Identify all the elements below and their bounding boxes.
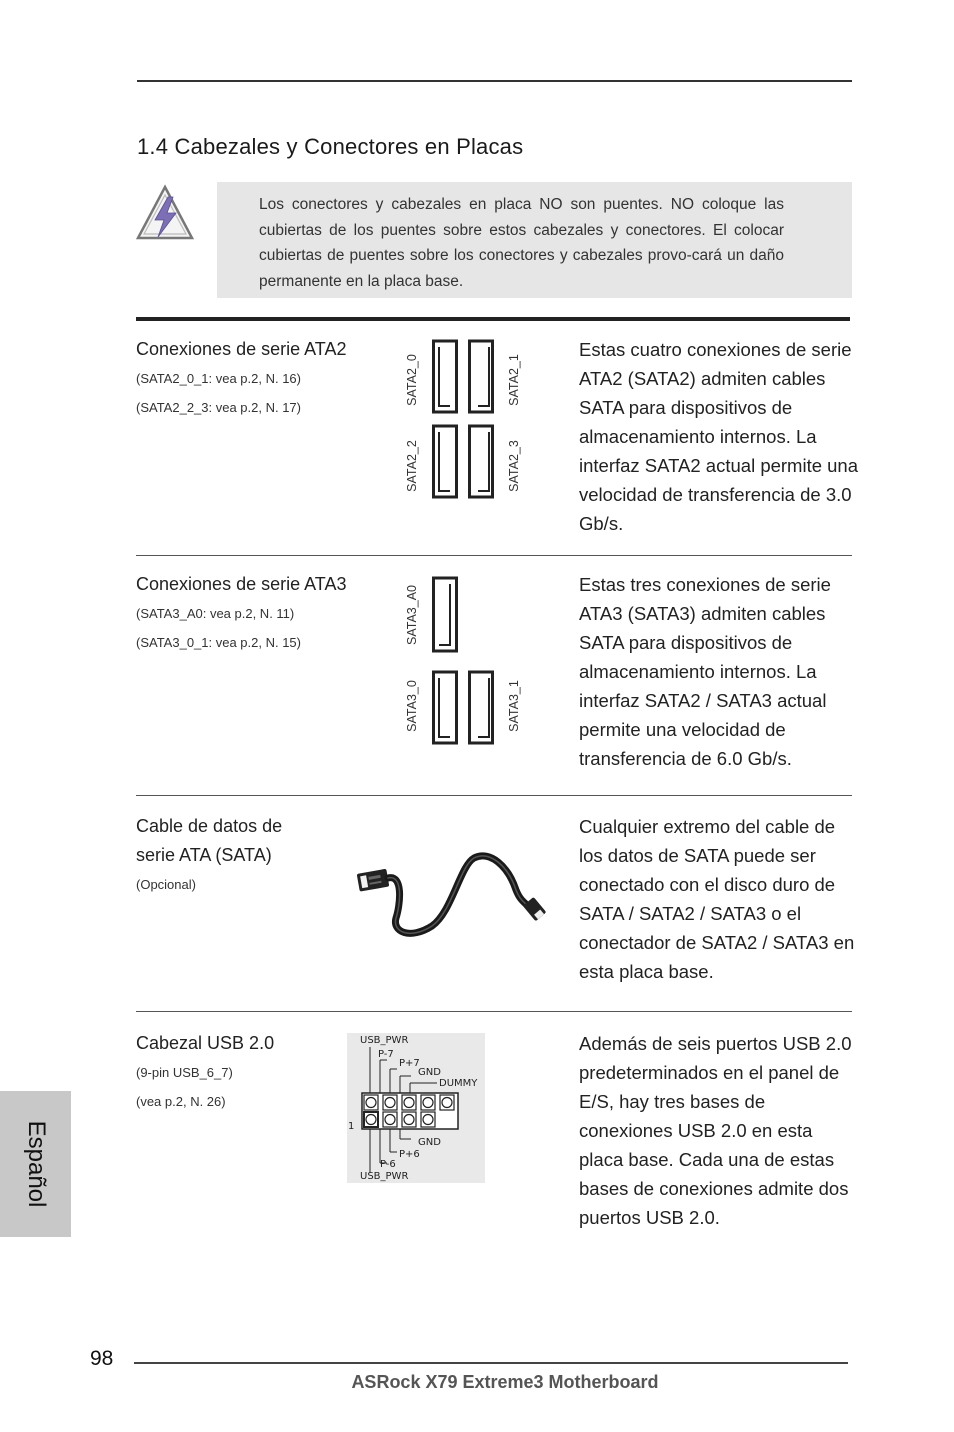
sata2-3-label: SATA2_3	[507, 440, 521, 492]
sata2-description: Estas cuatro conexiones de serie ATA2 (SATA2) admiten cables SATA para dispositivos de almacenamiento internos. La interfaz SATA2 actual permite una velocidad de transferencia de 3.0 Gb/s.	[579, 339, 859, 534]
sata-connector-shape	[434, 578, 493, 743]
footer-rule	[134, 1362, 848, 1364]
sata2-1-label: SATA2_1	[507, 354, 521, 406]
sata2-connectors-diagram	[432, 338, 496, 502]
language-side-tab-label: Español	[22, 1120, 50, 1208]
sata2-label: Conexiones de serie ATA2	[136, 339, 347, 359]
usb-bot-pminus-label: P-6	[380, 1159, 396, 1170]
warning-note-box	[217, 182, 852, 298]
section-title: 1.4 Cabezales y Conectores en Placas	[137, 134, 524, 159]
sata3-bottom-rule	[136, 795, 852, 796]
usb-bot-pwr-label: USB_PWR	[360, 1171, 409, 1182]
sata-cable-shape	[357, 856, 547, 933]
usb-top-pminus-label: P-7	[378, 1049, 394, 1060]
sata3-1-label: SATA3_1	[507, 680, 521, 732]
language-side-tab	[0, 1091, 71, 1237]
sata-cable-label-1: Cable de datos de	[136, 816, 283, 836]
page-number: 98	[90, 1347, 114, 1370]
sata3-label: Conexiones de serie ATA3	[136, 574, 347, 594]
sata2-0-label: SATA2_0	[405, 354, 419, 406]
sata3-connectors-diagram	[432, 576, 496, 748]
usb-bot-pplus-label: P+6	[399, 1149, 420, 1160]
sata3-a0-label: SATA3_A0	[405, 585, 419, 645]
warning-note-text: Los conectores y cabezales en placa NO son puentes. NO coloque las cubiertas de los puentes sobre estos cabezales y conectores. El colocar cubiertas de puentes sobre los conectores y cabezales provo-cará un daño permanente en la placa base.	[259, 196, 784, 290]
usb-dummy-label: DUMMY	[439, 1078, 478, 1089]
sata-cable-optional: (Opcional)	[136, 877, 196, 892]
usb-pin-info: (9-pin USB_6_7)	[136, 1065, 233, 1080]
usb-top-pplus-label: P+7	[399, 1058, 420, 1069]
sata3-ref-1: (SATA3_A0: vea p.2, N. 11)	[136, 606, 295, 621]
sata3-description: Estas tres conexiones de serie ATA3 (SATA3) admiten cables SATA para dispositivos de almacenamiento internos. La interfaz SATA2 / SATA3 actual permite una velocidad de transferencia de 6.0 Gb/s.	[579, 574, 831, 769]
sata3-ref-2: (SATA3_0_1: vea p.2, N. 15)	[136, 635, 301, 650]
sections-top-rule	[136, 317, 850, 321]
warning-triangle-lightning-icon	[134, 183, 196, 243]
usb-top-pwr-label: USB_PWR	[360, 1035, 409, 1046]
sata-cable-description: Cualquier extremo del cable de los datos de SATA puede ser conectado con el disco duro de SATA / SATA2 / SATA3 o el conectador de SATA2 / SATA3 en esta placa base.	[579, 816, 855, 982]
sata3-0-label: SATA3_0	[405, 680, 419, 732]
usb-top-gnd-label: GND	[418, 1067, 441, 1078]
sata2-bottom-rule	[136, 555, 852, 556]
sata2-ref-2: (SATA2_2_3: vea p.2, N. 17)	[136, 400, 301, 415]
usb-bot-gnd-label: GND	[418, 1137, 441, 1148]
sata-cable-image	[352, 848, 547, 943]
usb-description: Además de seis puertos USB 2.0 predeterminados en el panel de E/S, hay tres bases de conexiones USB 2.0 en esta placa base. Cada una de estas bases de conexiones admite dos puertos USB 2.0.	[579, 1033, 852, 1228]
usb-pin1-label: 1	[348, 1121, 355, 1132]
top-rule	[137, 80, 852, 82]
sata2-ref-1: (SATA2_0_1: vea p.2, N. 16)	[136, 371, 301, 386]
footer-product-name: ASRock X79 Extreme3 Motherboard	[351, 1372, 659, 1392]
sata-cable-bottom-rule	[136, 1011, 852, 1012]
usb-label: Cabezal USB 2.0	[136, 1033, 275, 1053]
sata-cable-label-2: serie ATA (SATA)	[136, 845, 272, 865]
sata-connector-shape	[434, 341, 493, 497]
usb-ref: (vea p.2, N. 26)	[136, 1094, 226, 1109]
usb-header-diagram	[347, 1033, 485, 1183]
sata2-2-label: SATA2_2	[405, 440, 419, 492]
